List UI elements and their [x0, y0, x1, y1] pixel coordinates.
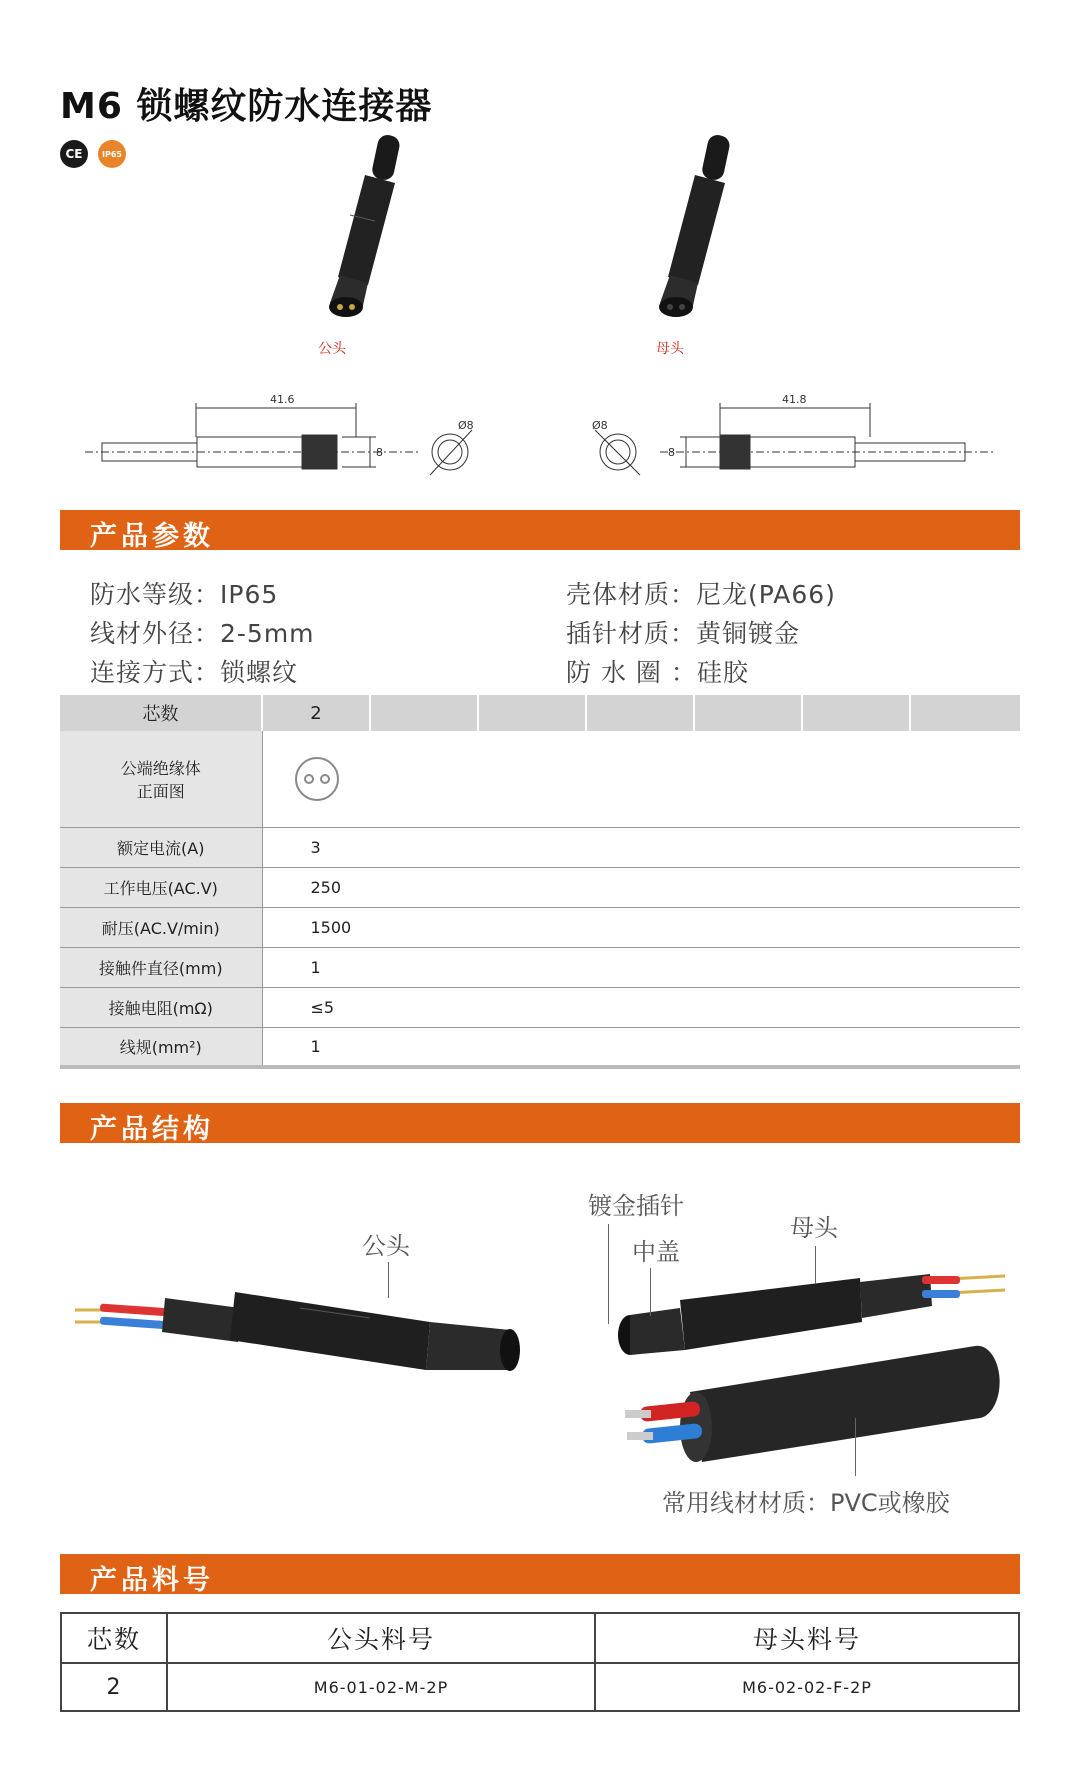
spec-wire-od: 线材外径：2-5mm [90, 619, 315, 648]
spec-waterproof: 防水等级：IP65 [90, 580, 279, 609]
row-value: 250 [262, 867, 1020, 907]
male-diameter-dim: Ø8 [458, 419, 474, 432]
middle-cap-leader-line [650, 1268, 651, 1316]
structure-section-title: 产品结构 [90, 1114, 214, 1145]
row-label: 公端绝缘体 正面图 [60, 731, 262, 827]
spec-pin: 插针材质：黄铜镀金 [566, 619, 801, 648]
params-table-header [60, 695, 1020, 731]
page-title: M6 锁螺纹防水连接器 [60, 86, 433, 127]
row-value: 1 [262, 1027, 1020, 1067]
female-connector-photo [610, 135, 750, 335]
table-row [60, 947, 1020, 987]
insulator-front-view [262, 731, 1020, 827]
row-label: 接触电阻(mΩ) [60, 987, 262, 1027]
male-leader-line [388, 1262, 389, 1298]
table-row [60, 1027, 1020, 1067]
female-photo-caption: 母头 [656, 341, 684, 357]
male-callout: 公头 [362, 1232, 410, 1260]
middle-cap-callout: 中盖 [632, 1238, 680, 1266]
male-height-dim: 8 [376, 446, 383, 459]
cable-callout: 常用线材材质：PVC或橡胶 [662, 1489, 950, 1517]
row-value: 1 [262, 947, 1020, 987]
col-header: 母头料号 [595, 1613, 1019, 1663]
gold-pin-callout: 镀金插针 [588, 1192, 684, 1220]
male-photo-caption: 公头 [318, 341, 346, 357]
female-length-dim: 41.8 [782, 393, 807, 406]
female-leader-line [815, 1246, 816, 1284]
table-cell: 2 [61, 1663, 167, 1711]
spec-connection: 连接方式：锁螺纹 [90, 658, 299, 687]
row-label: 额定电流(A) [60, 827, 262, 867]
spec-housing: 壳体材质：尼龙(PA66) [566, 580, 836, 609]
col-header: 公头料号 [167, 1613, 595, 1663]
params-section-header [60, 510, 1020, 550]
part-number-table [60, 1612, 1020, 1712]
gold-pin-leader-line [608, 1224, 609, 1324]
table-row [60, 827, 1020, 867]
row-label: 工作电压(AC.V) [60, 867, 262, 907]
spec-seal: 防 水 圈 ：硅胶 [566, 658, 749, 687]
row-value: 1500 [262, 907, 1020, 947]
table-row [60, 907, 1020, 947]
pin-layout-icon [295, 757, 339, 801]
table-row [60, 731, 1020, 827]
partno-section-title: 产品料号 [90, 1565, 214, 1596]
table-cell: M6-01-02-M-2P [167, 1663, 595, 1711]
partno-section-header [60, 1554, 1020, 1594]
params-section-title: 产品参数 [90, 521, 214, 552]
structure-section-header [60, 1103, 1020, 1143]
ip65-badge-icon: IP65 [98, 140, 126, 168]
table-row [60, 987, 1020, 1027]
row-value: ≤5 [262, 987, 1020, 1027]
male-assembly-illustration [70, 1270, 520, 1390]
row-label: 耐压(AC.V/min) [60, 907, 262, 947]
row-label: 接触件直径(mm) [60, 947, 262, 987]
col-header: 芯数 [61, 1613, 167, 1663]
part-table-header [61, 1613, 1019, 1663]
params-table [60, 695, 1020, 1069]
table-row [60, 867, 1020, 907]
male-connector-photo [280, 135, 420, 335]
cable-illustration [620, 1340, 1000, 1480]
core-count-label: 芯数 [60, 695, 262, 731]
dimension-drawing [80, 385, 1000, 485]
row-value: 3 [262, 827, 1020, 867]
female-height-dim: 8 [668, 446, 675, 459]
male-length-dim: 41.6 [270, 393, 295, 406]
table-cell: M6-02-02-F-2P [595, 1663, 1019, 1711]
cable-leader-line [855, 1418, 856, 1476]
table-row [61, 1663, 1019, 1711]
core-count-value: 2 [262, 695, 370, 731]
ce-mark-icon: CE [60, 140, 88, 168]
female-callout: 母头 [790, 1214, 838, 1242]
female-diameter-dim: Ø8 [592, 419, 608, 432]
row-label: 线规(mm²) [60, 1027, 262, 1067]
